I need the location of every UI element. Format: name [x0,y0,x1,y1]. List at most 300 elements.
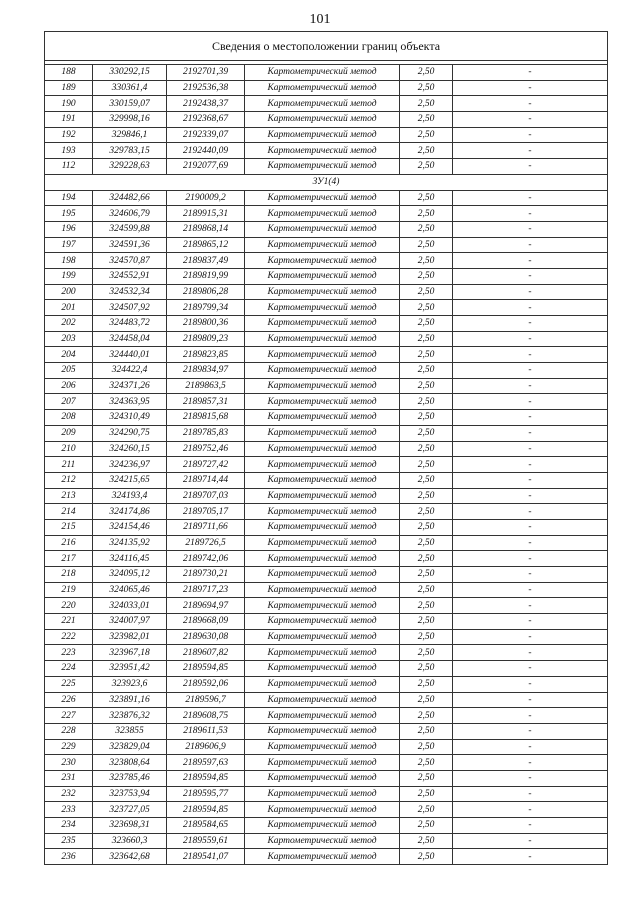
point-number-cell: 215 [45,519,93,535]
point-number-cell: 223 [45,645,93,661]
method-cell: Картометрический метод [245,410,400,426]
table-row [45,755,608,771]
table-row [45,582,608,598]
coord-x-cell: 323855 [93,723,167,739]
coord-y-cell: 2189705,17 [167,504,245,520]
accuracy-cell: 2,50 [400,300,453,316]
coord-x-cell: 324591,36 [93,237,167,253]
accuracy-cell: 2,50 [400,770,453,786]
point-number-cell: 230 [45,755,93,771]
point-number-cell: 216 [45,535,93,551]
point-number-cell: 228 [45,723,93,739]
method-cell: Картометрический метод [245,739,400,755]
coord-x-cell: 323891,16 [93,692,167,708]
coord-y-cell: 2189594,85 [167,802,245,818]
point-number-cell: 209 [45,425,93,441]
description-cell: - [453,441,608,457]
table-row [45,551,608,567]
method-cell: Картометрический метод [245,488,400,504]
point-number-cell: 221 [45,614,93,630]
table-row [45,519,608,535]
method-cell: Картометрический метод [245,582,400,598]
point-number-cell: 207 [45,394,93,410]
method-cell: Картометрический метод [245,300,400,316]
accuracy-cell: 2,50 [400,755,453,771]
coord-x-cell: 323698,31 [93,818,167,834]
description-cell: - [453,614,608,630]
coord-x-cell: 324371,26 [93,378,167,394]
description-cell: - [453,708,608,724]
method-cell: Картометрический метод [245,519,400,535]
description-cell: - [453,723,608,739]
coord-y-cell: 2192368,67 [167,112,245,128]
coord-y-cell: 2189611,53 [167,723,245,739]
table-row [45,425,608,441]
description-cell: - [453,551,608,567]
coord-x-cell: 323727,05 [93,802,167,818]
accuracy-cell: 2,50 [400,80,453,96]
coord-x-cell: 324095,12 [93,567,167,583]
table-row [45,363,608,379]
point-number-cell: 206 [45,378,93,394]
description-cell: - [453,598,608,614]
method-cell: Картометрический метод [245,284,400,300]
point-number-cell: 203 [45,331,93,347]
method-cell: Картометрический метод [245,818,400,834]
accuracy-cell: 2,50 [400,143,453,159]
accuracy-cell: 2,50 [400,159,453,175]
description-cell: - [453,567,608,583]
table-row [45,316,608,332]
accuracy-cell: 2,50 [400,661,453,677]
table-row [45,676,608,692]
method-cell: Картометрический метод [245,206,400,222]
section-row [45,174,608,190]
coord-y-cell: 2189584,65 [167,818,245,834]
accuracy-cell: 2,50 [400,410,453,426]
point-number-cell: 193 [45,143,93,159]
coord-x-cell: 324193,4 [93,488,167,504]
coord-y-cell: 2189823,85 [167,347,245,363]
coord-y-cell: 2189785,83 [167,425,245,441]
description-cell: - [453,692,608,708]
table-row [45,237,608,253]
table-row [45,567,608,583]
table-row [45,629,608,645]
method-cell: Картометрический метод [245,190,400,206]
method-cell: Картометрический метод [245,535,400,551]
description-cell: - [453,410,608,426]
accuracy-cell: 2,50 [400,112,453,128]
description-cell: - [453,363,608,379]
point-number-cell: 195 [45,206,93,222]
accuracy-cell: 2,50 [400,645,453,661]
point-number-cell: 224 [45,661,93,677]
table-row [45,112,608,128]
accuracy-cell: 2,50 [400,692,453,708]
method-cell: Картометрический метод [245,127,400,143]
method-cell: Картометрический метод [245,221,400,237]
description-cell: - [453,472,608,488]
coord-y-cell: 2189714,44 [167,472,245,488]
method-cell: Картометрический метод [245,770,400,786]
table-row [45,394,608,410]
coord-x-cell: 323808,64 [93,755,167,771]
accuracy-cell: 2,50 [400,472,453,488]
coord-y-cell: 2189730,21 [167,567,245,583]
coord-x-cell: 324310,49 [93,410,167,426]
method-cell: Картометрический метод [245,457,400,473]
coord-x-cell: 324458,04 [93,331,167,347]
coord-x-cell: 329783,15 [93,143,167,159]
coord-x-cell: 324483,72 [93,316,167,332]
point-number-cell: 214 [45,504,93,520]
description-cell: - [453,661,608,677]
method-cell: Картометрический метод [245,833,400,849]
coord-y-cell: 2189868,14 [167,221,245,237]
coord-y-cell: 2190009,2 [167,190,245,206]
point-number-cell: 219 [45,582,93,598]
coord-x-cell: 324174,86 [93,504,167,520]
coord-y-cell: 2189594,85 [167,661,245,677]
accuracy-cell: 2,50 [400,708,453,724]
accuracy-cell: 2,50 [400,582,453,598]
point-number-cell: 218 [45,567,93,583]
table-row [45,127,608,143]
table-row [45,739,608,755]
table-row [45,488,608,504]
description-cell: - [453,284,608,300]
boundary-table [44,31,608,865]
table-row [45,818,608,834]
description-cell: - [453,127,608,143]
description-cell: - [453,65,608,81]
description-cell: - [453,316,608,332]
point-number-cell: 200 [45,284,93,300]
coord-x-cell: 324065,46 [93,582,167,598]
accuracy-cell: 2,50 [400,535,453,551]
accuracy-cell: 2,50 [400,425,453,441]
coord-y-cell: 2189717,23 [167,582,245,598]
coord-x-cell: 324606,79 [93,206,167,222]
coord-x-cell: 330159,07 [93,96,167,112]
accuracy-cell: 2,50 [400,347,453,363]
coord-y-cell: 2189815,68 [167,410,245,426]
method-cell: Картометрический метод [245,504,400,520]
point-number-cell: 213 [45,488,93,504]
method-cell: Картометрический метод [245,708,400,724]
coord-x-cell: 323753,94 [93,786,167,802]
coord-x-cell: 324260,15 [93,441,167,457]
coord-y-cell: 2189752,46 [167,441,245,457]
table-row [45,347,608,363]
accuracy-cell: 2,50 [400,221,453,237]
coord-x-cell: 324290,75 [93,425,167,441]
table-row [45,598,608,614]
accuracy-cell: 2,50 [400,676,453,692]
coord-y-cell: 2189727,42 [167,457,245,473]
method-cell: Картометрический метод [245,394,400,410]
coord-y-cell: 2189800,36 [167,316,245,332]
coord-y-cell: 2189726,5 [167,535,245,551]
point-number-cell: 204 [45,347,93,363]
description-cell: - [453,676,608,692]
coord-x-cell: 323876,32 [93,708,167,724]
point-number-cell: 236 [45,849,93,865]
accuracy-cell: 2,50 [400,457,453,473]
coord-y-cell: 2189541,07 [167,849,245,865]
description-cell: - [453,519,608,535]
coord-y-cell: 2192701,39 [167,65,245,81]
method-cell: Картометрический метод [245,614,400,630]
point-number-cell: 208 [45,410,93,426]
table-row [45,723,608,739]
accuracy-cell: 2,50 [400,316,453,332]
table-row [45,786,608,802]
point-number-cell: 189 [45,80,93,96]
table-row [45,300,608,316]
coord-x-cell: 324363,95 [93,394,167,410]
description-cell: - [453,535,608,551]
table-row [45,708,608,724]
method-cell: Картометрический метод [245,96,400,112]
point-number-cell: 222 [45,629,93,645]
coord-x-cell: 324570,87 [93,253,167,269]
accuracy-cell: 2,50 [400,190,453,206]
method-cell: Картометрический метод [245,567,400,583]
table-row [45,80,608,96]
table-row [45,159,608,175]
method-cell: Картометрический метод [245,80,400,96]
table-row [45,472,608,488]
method-cell: Картометрический метод [245,676,400,692]
table-title-row [45,32,608,61]
coord-x-cell: 329998,16 [93,112,167,128]
description-cell: - [453,206,608,222]
method-cell: Картометрический метод [245,331,400,347]
description-cell: - [453,504,608,520]
method-cell: Картометрический метод [245,65,400,81]
table-row [45,378,608,394]
method-cell: Картометрический метод [245,237,400,253]
accuracy-cell: 2,50 [400,629,453,645]
method-cell: Картометрический метод [245,645,400,661]
accuracy-cell: 2,50 [400,739,453,755]
point-number-cell: 191 [45,112,93,128]
point-number-cell: 227 [45,708,93,724]
point-number-cell: 225 [45,676,93,692]
coord-x-cell: 329846,1 [93,127,167,143]
method-cell: Картометрический метод [245,849,400,865]
description-cell: - [453,425,608,441]
method-cell: Картометрический метод [245,629,400,645]
description-cell: - [453,457,608,473]
accuracy-cell: 2,50 [400,127,453,143]
page-number: 101 [309,12,331,27]
coord-x-cell: 323982,01 [93,629,167,645]
coord-y-cell: 2189694,97 [167,598,245,614]
accuracy-cell: 2,50 [400,441,453,457]
coord-x-cell: 324422,4 [93,363,167,379]
accuracy-cell: 2,50 [400,331,453,347]
point-number-cell: 220 [45,598,93,614]
table-row [45,206,608,222]
coord-y-cell: 2192536,38 [167,80,245,96]
method-cell: Картометрический метод [245,598,400,614]
coord-x-cell: 324507,92 [93,300,167,316]
description-cell: - [453,786,608,802]
coord-y-cell: 2189799,34 [167,300,245,316]
method-cell: Картометрический метод [245,441,400,457]
description-cell: - [453,253,608,269]
method-cell: Картометрический метод [245,378,400,394]
coord-y-cell: 2192440,09 [167,143,245,159]
description-cell: - [453,833,608,849]
description-cell: - [453,818,608,834]
coord-x-cell: 324236,97 [93,457,167,473]
method-cell: Картометрический метод [245,425,400,441]
coord-y-cell: 2189806,28 [167,284,245,300]
table-row [45,143,608,159]
coord-y-cell: 2189819,99 [167,268,245,284]
description-cell: - [453,80,608,96]
point-number-cell: 234 [45,818,93,834]
coord-y-cell: 2189857,31 [167,394,245,410]
point-number-cell: 217 [45,551,93,567]
method-cell: Картометрический метод [245,143,400,159]
method-cell: Картометрический метод [245,661,400,677]
point-number-cell: 198 [45,253,93,269]
coord-x-cell: 324482,66 [93,190,167,206]
table-row [45,65,608,81]
coord-x-cell: 324135,92 [93,535,167,551]
method-cell: Картометрический метод [245,363,400,379]
coord-y-cell: 2192339,07 [167,127,245,143]
table-row [45,802,608,818]
point-number-cell: 202 [45,316,93,332]
accuracy-cell: 2,50 [400,598,453,614]
boundary-table-body [45,32,608,865]
table-row [45,645,608,661]
accuracy-cell: 2,50 [400,378,453,394]
description-cell: - [453,645,608,661]
coord-y-cell: 2189606,9 [167,739,245,755]
accuracy-cell: 2,50 [400,253,453,269]
coord-y-cell: 2189594,85 [167,770,245,786]
coord-y-cell: 2189597,63 [167,755,245,771]
accuracy-cell: 2,50 [400,786,453,802]
description-cell: - [453,331,608,347]
table-title: Сведения о местоположении границ объекта [45,32,608,61]
coord-x-cell: 329228,63 [93,159,167,175]
description-cell: - [453,221,608,237]
description-cell: - [453,378,608,394]
table-row [45,190,608,206]
point-number-cell: 194 [45,190,93,206]
section-label: ЗУ1(4) [45,174,608,190]
description-cell: - [453,143,608,159]
accuracy-cell: 2,50 [400,268,453,284]
coord-x-cell: 330361,4 [93,80,167,96]
description-cell: - [453,739,608,755]
coord-x-cell: 323829,04 [93,739,167,755]
point-number-cell: 112 [45,159,93,175]
table-row [45,833,608,849]
point-number-cell: 212 [45,472,93,488]
description-cell: - [453,755,608,771]
method-cell: Картометрический метод [245,472,400,488]
accuracy-cell: 2,50 [400,818,453,834]
coord-y-cell: 2189607,82 [167,645,245,661]
coord-x-cell: 324215,65 [93,472,167,488]
coord-y-cell: 2189596,7 [167,692,245,708]
accuracy-cell: 2,50 [400,206,453,222]
accuracy-cell: 2,50 [400,363,453,379]
accuracy-cell: 2,50 [400,237,453,253]
point-number-cell: 201 [45,300,93,316]
description-cell: - [453,347,608,363]
coord-x-cell: 323660,3 [93,833,167,849]
method-cell: Картометрический метод [245,253,400,269]
description-cell: - [453,96,608,112]
description-cell: - [453,849,608,865]
coord-x-cell: 324599,88 [93,221,167,237]
point-number-cell: 210 [45,441,93,457]
point-number-cell: 192 [45,127,93,143]
coord-y-cell: 2189608,75 [167,708,245,724]
coord-y-cell: 2192438,37 [167,96,245,112]
accuracy-cell: 2,50 [400,504,453,520]
coord-x-cell: 324033,01 [93,598,167,614]
coord-y-cell: 2189809,23 [167,331,245,347]
accuracy-cell: 2,50 [400,723,453,739]
coord-y-cell: 2189865,12 [167,237,245,253]
table-row [45,331,608,347]
method-cell: Картометрический метод [245,347,400,363]
method-cell: Картометрический метод [245,159,400,175]
description-cell: - [453,629,608,645]
coord-y-cell: 2189707,03 [167,488,245,504]
description-cell: - [453,488,608,504]
method-cell: Картометрический метод [245,755,400,771]
table-row [45,849,608,865]
description-cell: - [453,112,608,128]
point-number-cell: 231 [45,770,93,786]
coord-y-cell: 2189711,66 [167,519,245,535]
coord-y-cell: 2192077,69 [167,159,245,175]
table-row [45,96,608,112]
point-number-cell: 232 [45,786,93,802]
coord-x-cell: 324552,91 [93,268,167,284]
coord-x-cell: 324532,34 [93,284,167,300]
coord-x-cell: 323642,68 [93,849,167,865]
coord-y-cell: 2189915,31 [167,206,245,222]
coord-y-cell: 2189592,06 [167,676,245,692]
method-cell: Картометрический метод [245,316,400,332]
coord-y-cell: 2189837,49 [167,253,245,269]
coord-y-cell: 2189834,97 [167,363,245,379]
table-row [45,441,608,457]
point-number-cell: 211 [45,457,93,473]
coord-y-cell: 2189742,06 [167,551,245,567]
point-number-cell: 197 [45,237,93,253]
table-row [45,770,608,786]
description-cell: - [453,394,608,410]
coord-y-cell: 2189630,08 [167,629,245,645]
table-row [45,457,608,473]
accuracy-cell: 2,50 [400,849,453,865]
description-cell: - [453,802,608,818]
